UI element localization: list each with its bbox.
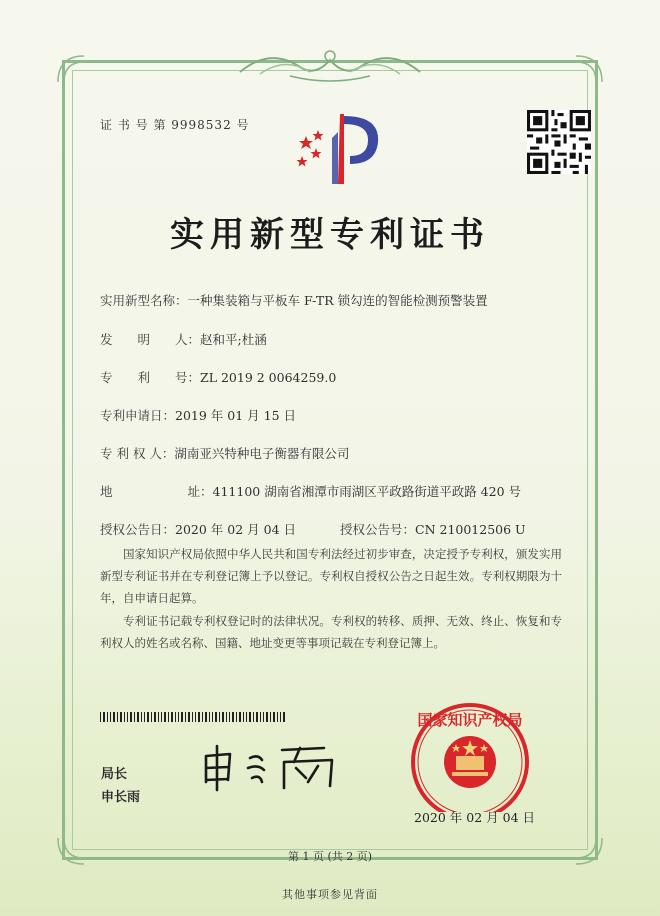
field-address: [100, 482, 521, 500]
field-label: 专利申请日：: [100, 408, 176, 423]
field-value: 2019 年 01 月 15 日: [175, 408, 297, 423]
field-value: ZL 2019 2 0064259.0: [200, 370, 337, 385]
field-grant-date: [100, 520, 296, 538]
field-label: 专 利 号：: [100, 370, 201, 385]
director-title: 局长: [101, 767, 128, 782]
field-value: 一种集装箱与平板车 F-TR 锁勾连的智能检测预警装置: [187, 293, 488, 308]
field-value: 411100 湖南省湘潭市雨湖区平政路街道平政路 420 号: [212, 484, 522, 499]
certificate-number: 证 书 号 第 9998532 号: [100, 118, 250, 132]
field-patent-number: [100, 368, 336, 386]
field-label: 授权公告号：: [340, 522, 416, 537]
corner-ornament-icon: [574, 54, 604, 84]
patent-office-emblem-icon: [292, 108, 388, 188]
field-patentee: [100, 444, 349, 462]
field-label: 专 利 权 人：: [100, 446, 175, 461]
field-value: 2020 年 02 月 04 日: [175, 522, 297, 537]
qr-code-icon: [527, 110, 591, 174]
field-label: 授权公告日：: [100, 522, 176, 537]
corner-ornament-icon: [56, 54, 86, 84]
field-label: 地 址：: [100, 484, 213, 499]
footer-note: 其他事项参见背面: [282, 888, 378, 901]
official-seal-icon: [400, 700, 540, 812]
field-label: 实用新型名称：: [100, 293, 188, 308]
field-inventor: [100, 330, 267, 348]
legal-status-paragraph: 专利证书记载专利权登记时的法律状况。专利权的转移、质押、无效、终止、恢复和专利权人的姓名或名称、国籍、地址变更等事项记载在专利登记簿上。: [100, 614, 562, 650]
seal-text: 国家知识产权局: [417, 711, 523, 729]
field-value: CN 210012506 U: [415, 522, 526, 537]
page-number: 第 1 页 (共 2 页): [287, 850, 373, 863]
seal-date: 2020 年 02 月 04 日: [414, 810, 535, 825]
field-value: 赵和平;杜涵: [200, 332, 267, 347]
barcode-icon: [100, 712, 286, 722]
grant-statement-paragraph: 国家知识产权局依照中华人民共和国专利法经过初步审查，决定授予专利权，颁发实用新型专利证书并在专利登记簿上予以登记。专利权自授权公告之日起生效。专利权期限为十年，自申请日起算。: [100, 547, 562, 605]
top-ornament-icon: [230, 42, 430, 84]
field-model-name: [100, 291, 488, 309]
field-grant-number: [340, 520, 526, 538]
field-filing-date: [100, 406, 296, 424]
director-signature-icon: [200, 742, 350, 792]
certificate-title: 实用新型专利证书: [170, 215, 490, 255]
field-label: 发 明 人：: [100, 332, 201, 347]
director-name: 申长雨: [101, 790, 141, 805]
field-value: 湖南亚兴特种电子衡器有限公司: [174, 446, 350, 461]
